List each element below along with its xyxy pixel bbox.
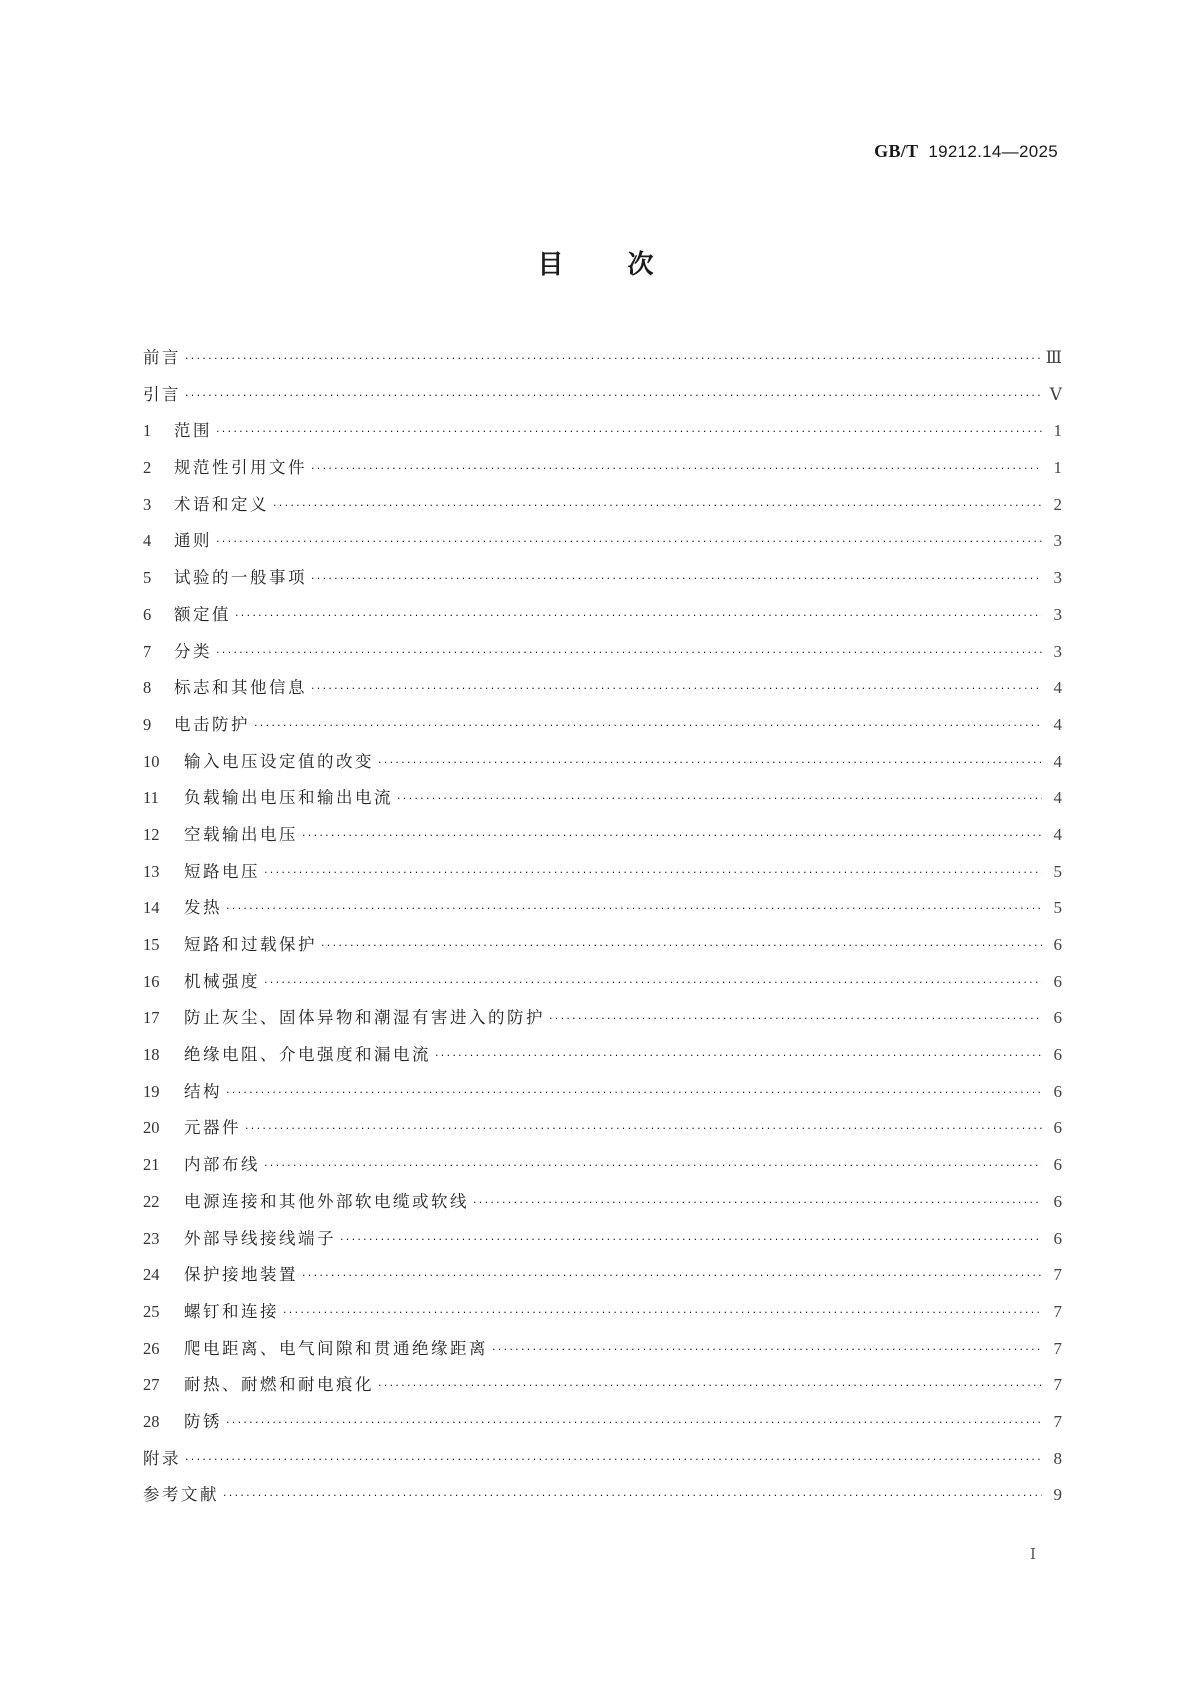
dot-leader [185, 1442, 1042, 1479]
toc-entry[interactable] [143, 1294, 1062, 1331]
toc-entry-page: 9 [1053, 1485, 1062, 1505]
toc-entry[interactable] [143, 1221, 1062, 1258]
toc-entry-number: 22 [143, 1191, 160, 1211]
dot-leader [435, 1038, 1042, 1075]
toc-entry-page: 6 [1053, 1228, 1062, 1248]
dot-leader [378, 745, 1042, 782]
toc-entry[interactable] [143, 1110, 1062, 1147]
toc-entry-number: 28 [143, 1411, 160, 1431]
toc-entry-page: 8 [1053, 1448, 1062, 1468]
toc-entry[interactable] [143, 523, 1062, 560]
toc-entry-page: 4 [1053, 714, 1062, 734]
toc-entry-number: 26 [143, 1338, 160, 1358]
page-number: Ⅰ [1030, 1547, 1036, 1563]
standard-prefix: GB/T [874, 141, 919, 161]
toc-entry-label: 内部布线 [184, 1155, 260, 1175]
toc-entry-label: 通则 [174, 531, 212, 551]
toc-entry-number: 7 [143, 641, 152, 661]
toc-entry-page: 4 [1053, 824, 1062, 844]
toc-entry[interactable] [143, 890, 1062, 927]
toc-entry-page: 6 [1053, 1081, 1062, 1101]
standard-number: 19212.14—2025 [928, 142, 1058, 161]
toc-entry-page: 3 [1053, 604, 1062, 624]
page-title: 目次 [537, 250, 718, 280]
dot-leader [216, 524, 1042, 561]
toc-entry-page: 7 [1053, 1301, 1062, 1321]
toc-entry-number: 12 [143, 824, 160, 844]
toc-entry-label: 标志和其他信息 [174, 678, 307, 698]
toc-entry-label: 前言 [143, 348, 181, 367]
toc-entry-page: 6 [1053, 935, 1062, 954]
dot-leader [226, 891, 1042, 928]
toc-entry-page: 6 [1053, 1008, 1062, 1028]
dot-leader [273, 488, 1042, 525]
toc-entry-number: 5 [143, 568, 152, 588]
toc-entry-page: 4 [1053, 788, 1062, 808]
toc-entry[interactable] [143, 1037, 1062, 1074]
toc-entry-page: 6 [1053, 1155, 1062, 1175]
toc-entry-number: 9 [143, 714, 152, 734]
dot-leader [264, 1148, 1042, 1185]
dot-leader [302, 818, 1042, 855]
toc-entry[interactable] [143, 1147, 1062, 1184]
toc-entry[interactable] [143, 1184, 1062, 1221]
toc-entry-label: 试验的一般事项 [174, 568, 307, 588]
dot-leader [245, 1111, 1042, 1148]
toc-entry-label: 额定值 [174, 604, 231, 624]
toc-entry[interactable] [143, 340, 1062, 377]
toc-entry-page: 6 [1053, 1118, 1062, 1138]
toc-entry-label: 短路电压 [184, 861, 260, 881]
toc-entry-label: 负载输出电压和输出电流 [184, 788, 393, 808]
toc-entry-label: 规范性引用文件 [174, 458, 307, 478]
dot-leader [340, 1222, 1042, 1259]
toc-entry-page: 1 [1053, 458, 1062, 478]
toc-entry-label: 爬电距离、电气间隙和贯通绝缘距离 [184, 1338, 488, 1358]
dot-leader [378, 1368, 1042, 1405]
toc-entry-number: 13 [143, 861, 160, 881]
dot-leader [235, 598, 1042, 635]
toc-entry-label: 引言 [143, 384, 181, 404]
toc-entry[interactable] [143, 377, 1062, 414]
toc-entry-label: 螺钉和连接 [184, 1301, 279, 1321]
toc-entry-number: 10 [143, 751, 160, 771]
toc-entry-number: 14 [143, 898, 160, 918]
toc-entry-number: 3 [143, 494, 152, 514]
dot-leader [264, 965, 1042, 1002]
toc-entry-number: 27 [143, 1375, 160, 1395]
toc-entry-label: 元器件 [184, 1118, 241, 1138]
dot-leader [492, 1332, 1042, 1369]
toc-entry[interactable] [143, 1257, 1062, 1294]
toc-entry[interactable] [143, 1367, 1062, 1404]
dot-leader [223, 1478, 1042, 1515]
table-of-contents [143, 340, 1062, 1514]
toc-entry-label: 电击防护 [174, 714, 250, 734]
toc-entry[interactable] [143, 450, 1062, 487]
toc-entry[interactable] [143, 1404, 1062, 1441]
toc-entry-number: 15 [143, 935, 160, 954]
toc-entry-number: 25 [143, 1301, 160, 1321]
toc-entry-label: 电源连接和其他外部软电缆或软线 [184, 1191, 469, 1211]
dot-leader [254, 708, 1042, 745]
toc-entry-page: 7 [1053, 1338, 1062, 1358]
standard-header [874, 141, 1058, 162]
toc-entry-label: 防止灰尘、固体异物和潮湿有害进入的防护 [184, 1008, 545, 1028]
toc-entry[interactable] [143, 487, 1062, 524]
toc-entry[interactable] [143, 634, 1062, 671]
dot-leader [264, 855, 1042, 892]
toc-entry-number: 18 [143, 1045, 160, 1065]
toc-entry-number: 2 [143, 458, 152, 478]
toc-entry-label: 外部导线接线端子 [184, 1228, 336, 1248]
toc-entry-page: 3 [1053, 531, 1062, 551]
dot-leader [216, 414, 1042, 451]
toc-entry-label: 防锈 [184, 1411, 222, 1431]
toc-entry-number: 19 [143, 1081, 160, 1101]
toc-entry[interactable] [143, 670, 1062, 707]
toc-entry-page: 3 [1053, 568, 1062, 588]
toc-entry[interactable] [143, 1477, 1062, 1514]
toc-entry-number: 11 [143, 788, 159, 808]
toc-entry-number: 24 [143, 1265, 160, 1285]
toc-entry[interactable] [143, 744, 1062, 781]
dot-leader [321, 928, 1042, 965]
dot-leader [473, 1185, 1042, 1222]
toc-entry-number: 16 [143, 971, 160, 991]
toc-entry[interactable] [143, 413, 1062, 450]
toc-entry-page: 5 [1053, 898, 1062, 918]
toc-entry[interactable] [143, 1331, 1062, 1368]
toc-entry-label: 术语和定义 [174, 494, 269, 514]
toc-entry-number: 6 [143, 604, 152, 624]
toc-entry-label: 结构 [184, 1081, 222, 1101]
toc-entry-label: 耐热、耐燃和耐电痕化 [184, 1375, 374, 1395]
toc-entry[interactable] [143, 1441, 1062, 1478]
dot-leader [226, 1405, 1042, 1442]
toc-entry-page: Ⅲ [1045, 348, 1062, 367]
toc-entry-page: 7 [1053, 1411, 1062, 1431]
toc-entry-page: 6 [1053, 1191, 1062, 1211]
dot-leader [549, 1001, 1042, 1038]
toc-entry[interactable] [143, 707, 1062, 744]
toc-entry-page: 7 [1053, 1375, 1062, 1395]
dot-leader [185, 341, 1040, 378]
dot-leader [311, 671, 1042, 708]
toc-entry-number: 20 [143, 1118, 160, 1138]
toc-entry-page: 4 [1053, 751, 1062, 771]
toc-entry-page: 3 [1053, 641, 1062, 661]
toc-entry-page: 5 [1053, 861, 1062, 881]
toc-entry-page: Ⅴ [1049, 384, 1062, 404]
dot-leader [185, 378, 1042, 415]
toc-entry-page: 1 [1053, 421, 1062, 441]
toc-entry-number: 23 [143, 1228, 160, 1248]
dot-leader [311, 451, 1042, 488]
toc-entry[interactable] [143, 560, 1062, 597]
dot-leader [302, 1258, 1042, 1295]
dot-leader [226, 1075, 1042, 1112]
toc-entry-page: 7 [1053, 1265, 1062, 1285]
dot-leader [311, 561, 1042, 598]
toc-entry[interactable] [143, 964, 1062, 1001]
toc-entry[interactable] [143, 1074, 1062, 1111]
toc-entry[interactable] [143, 817, 1062, 854]
toc-entry-number: 1 [143, 421, 152, 441]
toc-entry-label: 输入电压设定值的改变 [184, 751, 374, 771]
dot-leader [283, 1295, 1042, 1332]
toc-entry-label: 附录 [143, 1448, 181, 1468]
toc-entry-label: 机械强度 [184, 971, 260, 991]
toc-entry-label: 分类 [174, 641, 212, 661]
toc-entry-number: 17 [143, 1008, 160, 1028]
toc-entry[interactable] [143, 597, 1062, 634]
toc-entry-page: 2 [1053, 494, 1062, 514]
toc-entry-number: 4 [143, 531, 152, 551]
dot-leader [397, 781, 1042, 818]
toc-entry-page: 4 [1053, 678, 1062, 698]
toc-entry-label: 发热 [184, 898, 222, 918]
toc-entry-label: 参考文献 [143, 1485, 219, 1505]
toc-entry[interactable] [143, 780, 1062, 817]
dot-leader [216, 635, 1042, 672]
toc-entry-page: 6 [1053, 1045, 1062, 1065]
toc-entry-number: 21 [143, 1155, 160, 1175]
toc-entry-page: 6 [1053, 971, 1062, 991]
toc-entry-label: 空载输出电压 [184, 824, 298, 844]
toc-entry-label: 绝缘电阻、介电强度和漏电流 [184, 1045, 431, 1065]
toc-entry-number: 8 [143, 678, 152, 698]
toc-entry[interactable] [143, 927, 1062, 964]
toc-entry-label: 保护接地装置 [184, 1265, 298, 1285]
toc-entry[interactable] [143, 1000, 1062, 1037]
toc-entry[interactable] [143, 854, 1062, 891]
toc-entry-label: 短路和过载保护 [184, 935, 317, 954]
toc-entry-label: 范围 [174, 421, 212, 441]
